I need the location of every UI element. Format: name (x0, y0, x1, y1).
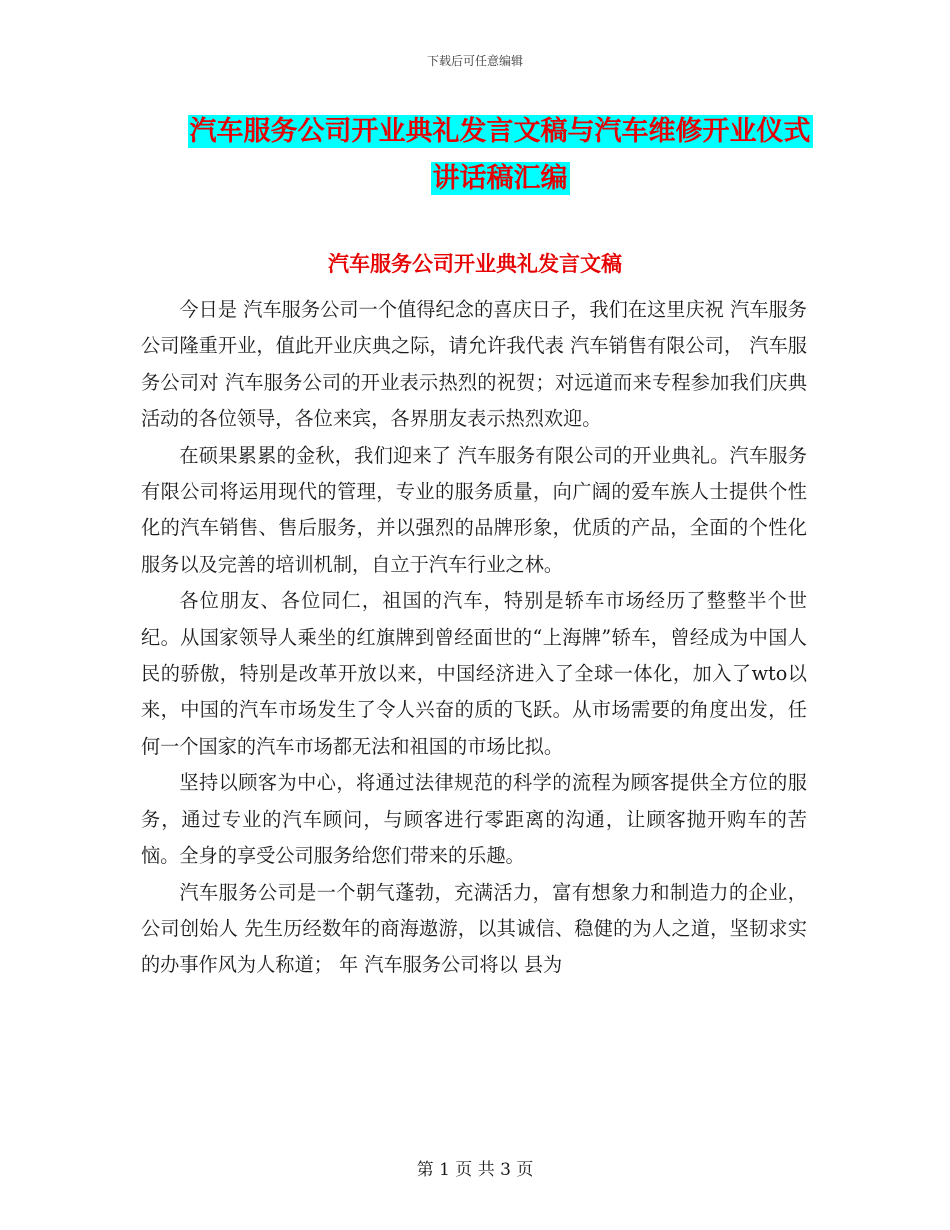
paragraph-3: 各位朋友、各位同仁，祖国的汽车，特别是轿车市场经历了整整半个世纪。从国家领导人乘坐的红旗牌到曾经面世的“上海牌”轿车，曾经成为中国人民的骄傲，特别是改革开放以来，中国经济进入了全球一体化，加入了wto以来，中国的汽车市场发生了令人兴奋的质的飞跃。从市场需要的角度出发，任何一个国家的汽车市场都无法和祖国的市场比拟。 (141, 589, 807, 758)
paragraph-5: 汽车服务公司是一个朝气蓬勃，充满活力，富有想象力和制造力的企业，公司创始人 先生历经数年的商海遨游，以其诚信、稳健的为人之道，坚韧求实的办事作风为人称道； 年 汽车服务公司将以 县为 (141, 880, 807, 977)
document-title-line-2: 讲话稿汇编 (432, 163, 568, 194)
document-title (150, 108, 850, 202)
header-note: 下载后可任意编辑 (426, 54, 523, 68)
paragraph-4: 坚持以顾客为中心，将通过法律规范的科学的流程为顾客提供全方位的服务，通过专业的汽车顾问，与顾客进行零距离的沟通，让顾客抛开购车的苦恼。全身的享受公司服务给您们带来的乐趣。 (141, 771, 807, 868)
section-title: 汽车服务公司开业典礼发言文稿 (328, 252, 622, 276)
document-title-line-1: 汽车服务公司开业典礼发言文稿与汽车维修开业仪式 (189, 116, 811, 147)
paragraph-1: 今日是 汽车服务公司一个值得纪念的喜庆日子，我们在这里庆祝 汽车服务公司隆重开业，值此开业庆典之际，请允许我代表 汽车销售有限公司， 汽车服务公司对 汽车服务公司的开业表示热烈的祝贺；对远道而来专程参加我们庆典活动的各位领导，各位来宾，各界朋友表示热烈欢迎。 (141, 298, 807, 431)
body-text (141, 292, 807, 984)
page-number-footer: 第 1 页 共 3 页 (416, 1160, 534, 1180)
paragraph-2: 在硕果累累的金秋，我们迎来了 汽车服务有限公司的开业典礼。汽车服务有限公司将运用现代的管理，专业的服务质量，向广阔的爱车族人士提供个性化的汽车销售、售后服务，并以强烈的品牌形象，优质的产品，全面的个性化服务以及完善的培训机制，自立于汽车行业之林。 (141, 443, 807, 576)
